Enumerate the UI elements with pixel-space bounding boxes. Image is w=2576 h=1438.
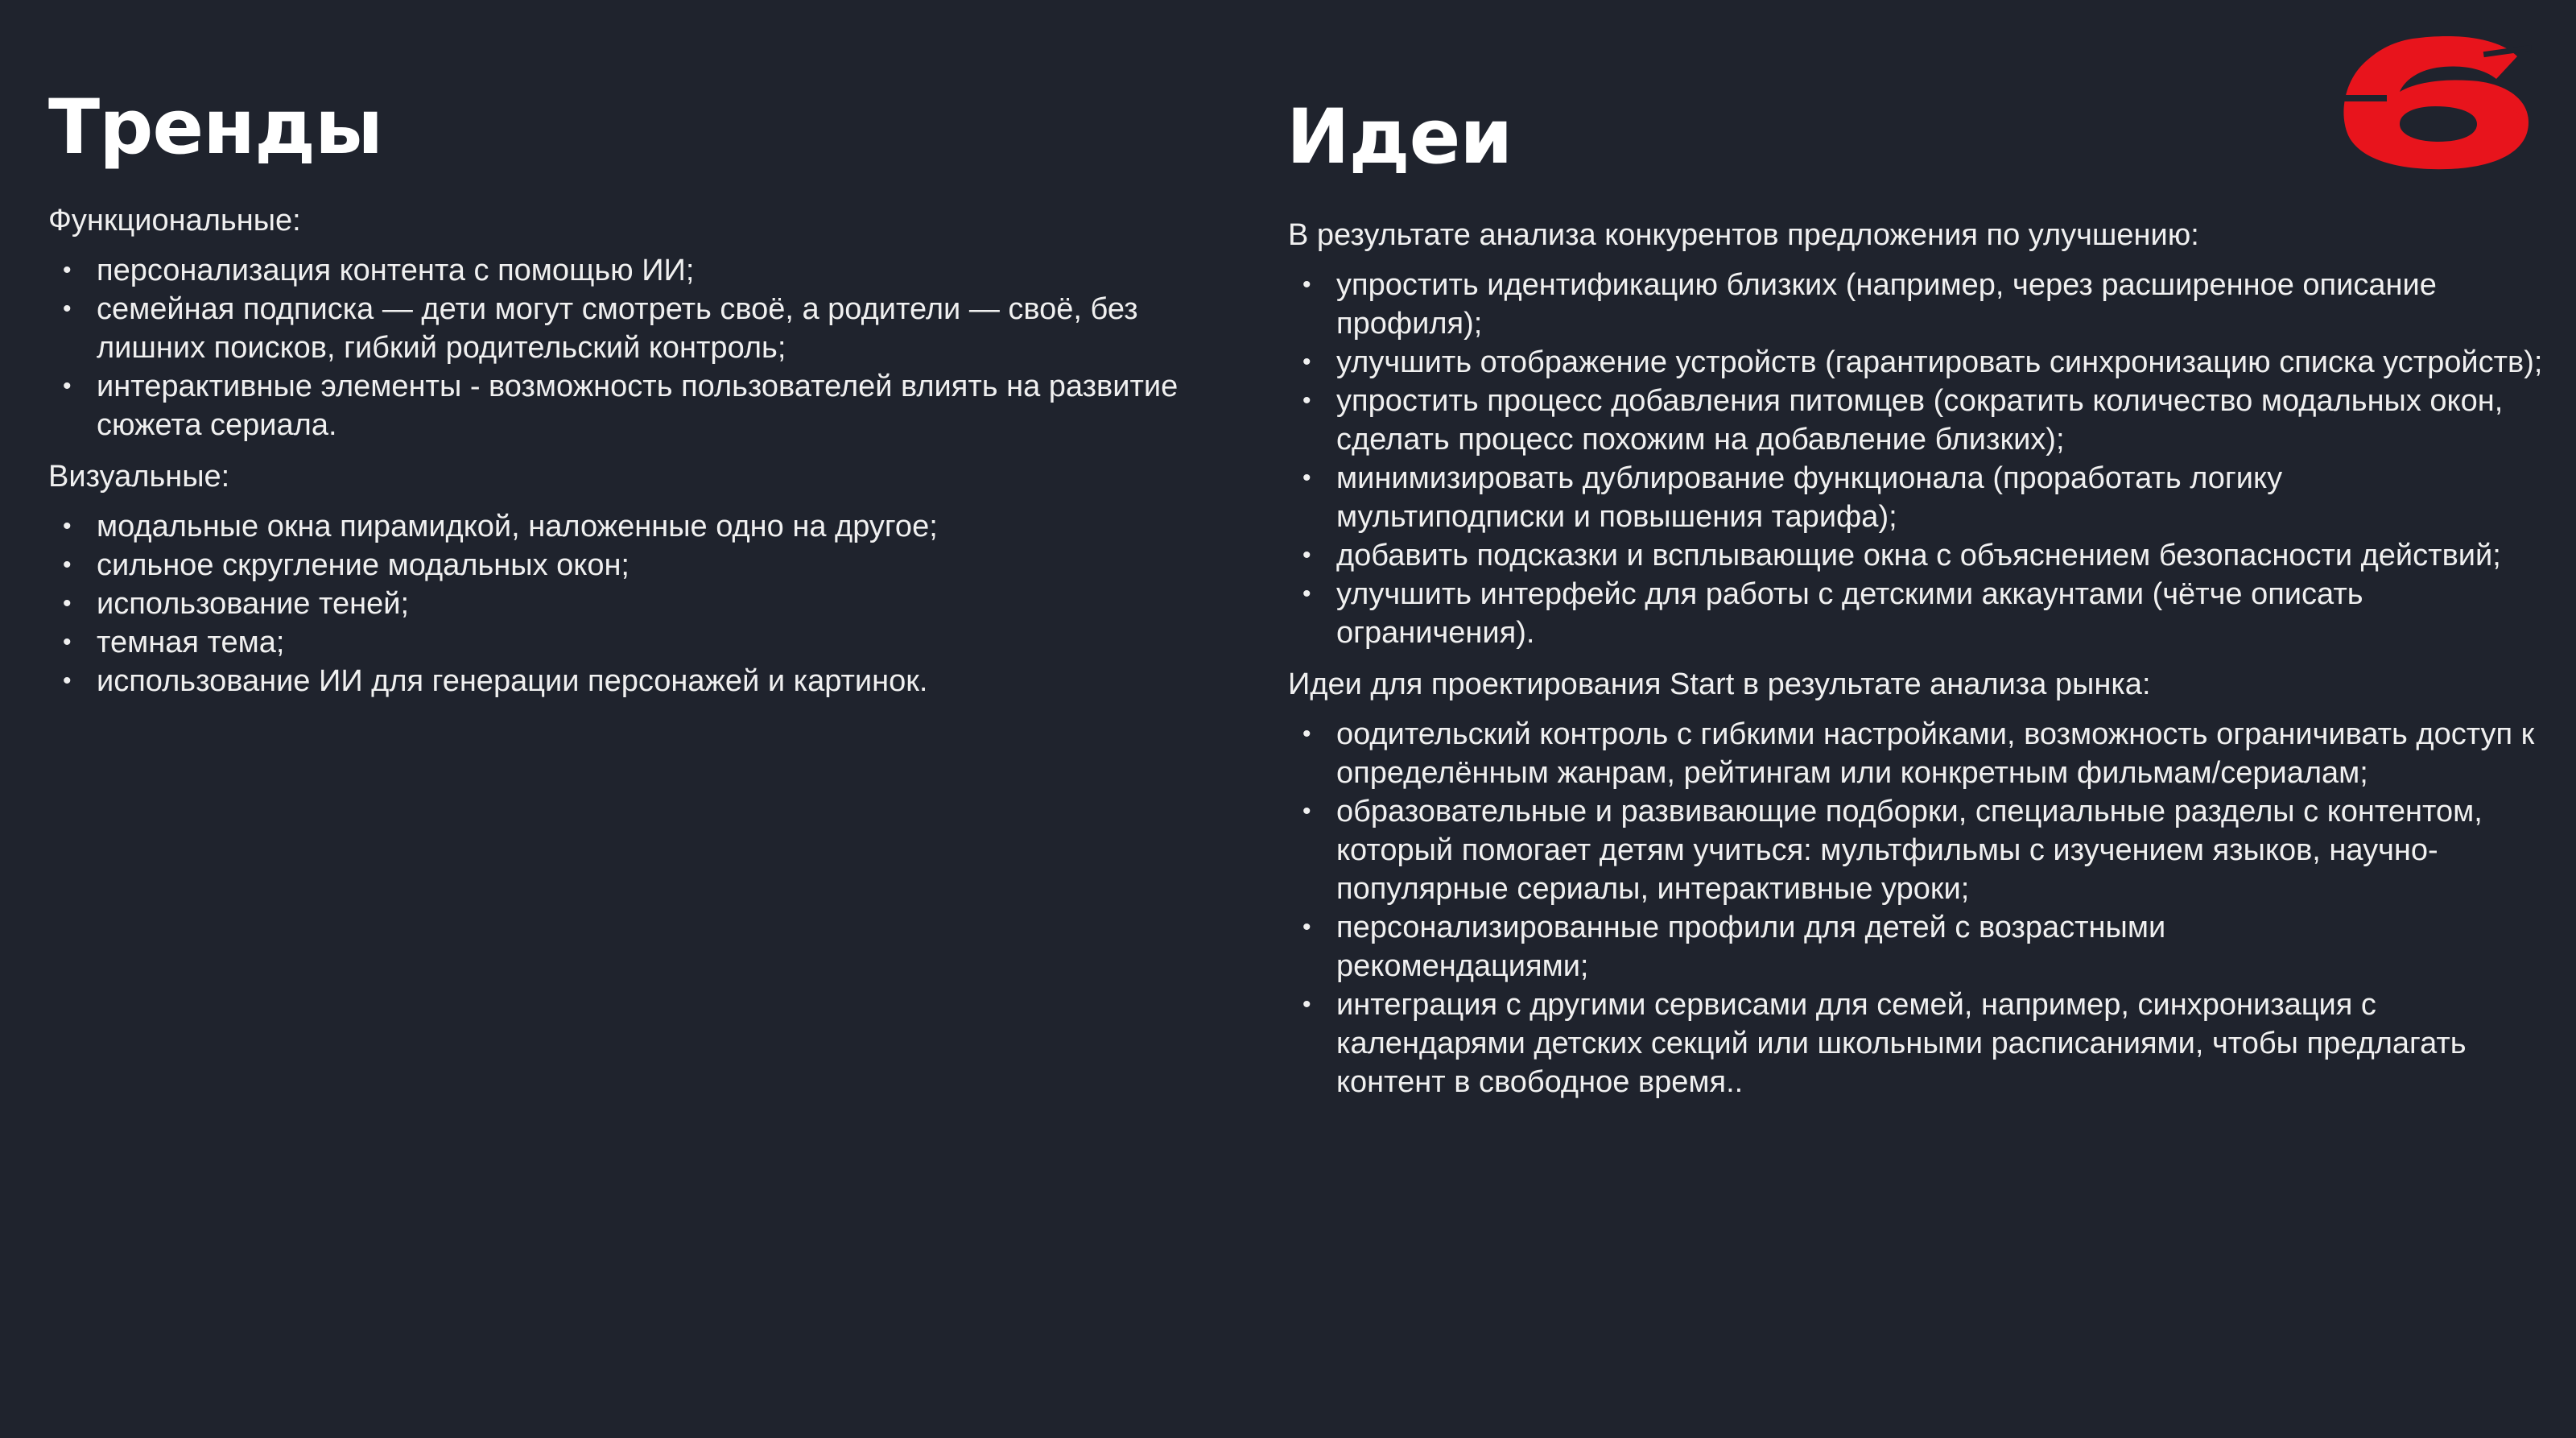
list-item: • использование теней; — [48, 585, 1288, 623]
trends-title: Тренды — [48, 84, 383, 171]
list-item: • интерактивные элементы - возможность пользователей влиять на развитие сюжета сериала. — [48, 367, 1288, 444]
list-item: • минимизировать дублирование функционала (проработать логику мультиподписки и повышения тарифа); — [1288, 459, 2463, 536]
list-item: • персонализированные профили для детей с возрастными рекомендациями; — [1288, 908, 2383, 986]
list-item: • использование ИИ для генерации персонажей и картинок. — [48, 662, 1288, 700]
list-item: • сильное скругление модальных окон; — [48, 546, 1288, 585]
list-item: • улучшить отображение устройств (гарантировать синхронизацию списка устройств); — [1288, 343, 2544, 382]
list-item: • улучшить интерфейс для работы с детскими аккаунтами (чётче описать ограничения). — [1288, 575, 2544, 652]
list-item: • упростить идентификацию близких (например, через расширенное описание профиля); — [1288, 266, 2479, 343]
market-label: Идеи для проектирования Start в результате анализа рынка: — [1288, 667, 2151, 701]
list-item: • добавить подсказки и всплывающие окна с объяснением безопасности действий; — [1288, 536, 2544, 575]
list-item: • оодительский контроль с гибкими настройками, возможность ограничивать доступ к определённым жанрам, рейтингам или конкретным фильмам/сериалам; — [1288, 715, 2544, 792]
six-logo-icon — [2339, 32, 2532, 173]
list-item: • образовательные и развивающие подборки, специальные разделы с контентом, который помогает детям учиться: мультфильмы с изучением языков, научно-популярные сериалы, интерактивные уроки; — [1288, 792, 2544, 908]
visual-list — [48, 507, 1288, 700]
list-item: • упростить процесс добавления питомцев (сократить количество модальных окон, сделать процесс похожим на добавление близких); — [1288, 382, 2544, 459]
trends-column — [48, 84, 1288, 713]
market-list — [1288, 715, 2544, 1101]
ideas-column — [1286, 93, 2544, 1114]
ideas-title: Идеи — [1286, 93, 1513, 181]
list-item: • модальные окна пирамидкой, наложенные одно на другое; — [48, 507, 1288, 546]
list-item: • семейная подписка — дети могут смотреть своё, а родители — своё, без лишних поисков, гибкий родительский контроль; — [48, 290, 1143, 367]
competitors-list — [1288, 266, 2544, 652]
functional-list — [48, 251, 1288, 444]
list-item: • интеграция с другими сервисами для семей, например, синхронизация с календарями детских секций или школьными расписаниями, чтобы предлагать контент в свободное время.. — [1288, 986, 2544, 1101]
competitors-label: В результате анализа конкурентов предложения по улучшению: — [1288, 218, 2199, 252]
functional-label: Функциональные: — [48, 204, 301, 238]
list-item: • темная тема; — [48, 623, 1288, 662]
list-item: • персонализация контента с помощью ИИ; — [48, 251, 1288, 290]
visual-label: Визуальные: — [48, 460, 230, 494]
